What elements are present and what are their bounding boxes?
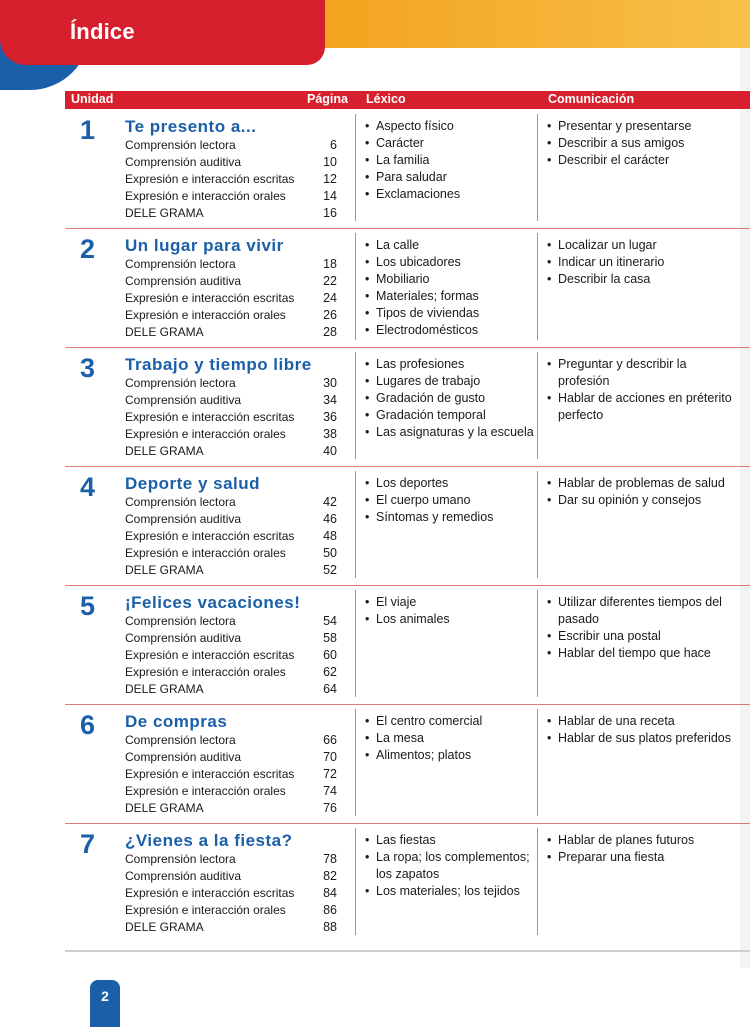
unit-number: 5 — [80, 591, 96, 621]
section-page-number: 58 — [323, 631, 337, 645]
section-page-number: 36 — [323, 410, 337, 424]
communication-list — [547, 475, 737, 509]
section-page-number: 82 — [323, 869, 337, 883]
communication-list — [547, 713, 737, 747]
lexicon-item: • Aspecto físico — [365, 118, 535, 135]
lexicon-item: • Carácter — [365, 135, 535, 152]
column-divider — [355, 828, 356, 935]
lexicon-list — [365, 594, 535, 628]
section-label[interactable]: DELE GRAMA — [125, 920, 204, 934]
section-page-number: 84 — [323, 886, 337, 900]
lexicon-item: • Materiales; formas — [365, 288, 535, 305]
unit-title[interactable]: Un lugar para vivir — [125, 236, 284, 255]
section-page-number: 52 — [323, 563, 337, 577]
lexicon-item: • Los animales — [365, 611, 535, 628]
lexicon-list — [365, 475, 535, 526]
lexicon-item: • Mobiliario — [365, 271, 535, 288]
section-page-number: 50 — [323, 546, 337, 560]
column-divider — [537, 352, 538, 459]
section-label[interactable]: DELE GRAMA — [125, 325, 204, 339]
unit-row — [65, 350, 750, 469]
lexicon-list — [365, 356, 535, 441]
section-label[interactable]: Expresión e interacción orales — [125, 308, 286, 322]
unit-number: 2 — [80, 234, 96, 264]
section-page-number: 34 — [323, 393, 337, 407]
row-divider — [65, 228, 750, 229]
section-label[interactable]: Comprensión auditiva — [125, 155, 242, 169]
column-divider — [355, 709, 356, 816]
lexicon-item: • La mesa — [365, 730, 535, 747]
communication-list — [547, 832, 737, 866]
lexicon-item: • La familia — [365, 152, 535, 169]
column-divider — [355, 114, 356, 221]
section-page-number: 72 — [323, 767, 337, 781]
lexicon-item: • Alimentos; platos — [365, 747, 535, 764]
unit-row — [65, 826, 750, 945]
unit-number: 4 — [80, 472, 96, 502]
section-page-number: 6 — [330, 138, 337, 152]
communication-item: • Describir a sus amigos — [547, 135, 737, 152]
column-divider — [355, 471, 356, 578]
section-label[interactable]: Expresión e interacción orales — [125, 784, 286, 798]
lexicon-item: • Exclamaciones — [365, 186, 535, 203]
page-number-tab: 2 — [90, 980, 120, 1027]
unit-title[interactable]: ¿Vienes a la fiesta? — [125, 831, 293, 850]
column-header-bar — [65, 91, 750, 109]
unit-title[interactable]: De compras — [125, 712, 228, 731]
column-header-page: Página — [307, 92, 348, 106]
lexicon-item: • Las asignaturas y la escuela — [365, 424, 535, 441]
lexicon-item: • Lugares de trabajo — [365, 373, 535, 390]
section-page-number: 48 — [323, 529, 337, 543]
section-label[interactable]: Comprensión lectora — [125, 852, 236, 866]
unit-row — [65, 231, 750, 350]
unit-number: 7 — [80, 829, 96, 859]
section-label[interactable]: Comprensión auditiva — [125, 750, 242, 764]
section-page-number: 86 — [323, 903, 337, 917]
column-divider — [537, 590, 538, 697]
section-page-number: 74 — [323, 784, 337, 798]
row-divider — [65, 823, 750, 824]
section-label[interactable]: Expresión e interacción escritas — [125, 410, 295, 424]
section-label[interactable]: Expresión e interacción orales — [125, 546, 286, 560]
lexicon-item: • El centro comercial — [365, 713, 535, 730]
column-header-unit: Unidad — [71, 92, 114, 106]
section-label[interactable]: Expresión e interacción escritas — [125, 291, 295, 305]
section-page-number: 64 — [323, 682, 337, 696]
communication-item: • Utilizar diferentes tiempos del pasado — [547, 594, 737, 628]
lexicon-item: • Gradación de gusto — [365, 390, 535, 407]
communication-item: • Hablar de acciones en préterito perfecto — [547, 390, 737, 424]
lexicon-item: • Electrodomésticos — [365, 322, 535, 339]
communication-list — [547, 356, 737, 424]
lexicon-item: • Tipos de viviendas — [365, 305, 535, 322]
section-page-number: 26 — [323, 308, 337, 322]
section-page-number: 10 — [323, 155, 337, 169]
communication-item: • Hablar de sus platos preferidos — [547, 730, 737, 747]
section-page-number: 42 — [323, 495, 337, 509]
communication-item: • Hablar de planes futuros — [547, 832, 737, 849]
row-divider — [65, 347, 750, 348]
lexicon-item: • La ropa; los complementos; los zapatos — [365, 849, 535, 883]
lexicon-item: • Los materiales; los tejidos — [365, 883, 535, 900]
unit-title[interactable]: Trabajo y tiempo libre — [125, 355, 312, 374]
section-page-number: 18 — [323, 257, 337, 271]
communication-list — [547, 594, 737, 662]
communication-item: • Hablar de problemas de salud — [547, 475, 737, 492]
column-divider — [537, 471, 538, 578]
section-page-number: 40 — [323, 444, 337, 458]
communication-item: • Hablar de una receta — [547, 713, 737, 730]
section-page-number: 28 — [323, 325, 337, 339]
section-page-number: 22 — [323, 274, 337, 288]
section-label[interactable]: DELE GRAMA — [125, 682, 204, 696]
section-page-number: 12 — [323, 172, 337, 186]
communication-item: • Preparar una fiesta — [547, 849, 737, 866]
communication-item: • Hablar del tiempo que hace — [547, 645, 737, 662]
section-page-number: 76 — [323, 801, 337, 815]
column-divider — [537, 828, 538, 935]
column-divider — [355, 590, 356, 697]
communication-item: • Dar su opinión y consejos — [547, 492, 737, 509]
header-red-banner — [0, 0, 325, 65]
communication-item: • Describir la casa — [547, 271, 737, 288]
section-page-number: 24 — [323, 291, 337, 305]
lexicon-item: • El viaje — [365, 594, 535, 611]
section-label[interactable]: Expresión e interacción escritas — [125, 767, 295, 781]
unit-row — [65, 469, 750, 588]
lexicon-item: • Las fiestas — [365, 832, 535, 849]
section-label[interactable]: Comprensión auditiva — [125, 393, 242, 407]
unit-row — [65, 588, 750, 707]
section-label[interactable]: Comprensión lectora — [125, 733, 236, 747]
communication-item: • Preguntar y describir la profesión — [547, 356, 737, 390]
section-label[interactable]: Comprensión lectora — [125, 495, 236, 509]
row-divider — [65, 466, 750, 467]
section-label[interactable]: Expresión e interacción orales — [125, 427, 286, 441]
column-divider — [355, 233, 356, 340]
section-label[interactable]: Expresión e interacción orales — [125, 665, 286, 679]
unit-number: 3 — [80, 353, 96, 383]
section-page-number: 62 — [323, 665, 337, 679]
section-label[interactable]: DELE GRAMA — [125, 801, 204, 815]
column-header-communication: Comunicación — [548, 92, 635, 106]
lexicon-item: • Gradación temporal — [365, 407, 535, 424]
column-divider — [537, 709, 538, 816]
row-divider — [65, 585, 750, 586]
section-label[interactable]: Expresión e interacción escritas — [125, 886, 295, 900]
section-label[interactable]: Expresión e interacción escritas — [125, 172, 295, 186]
section-page-number: 88 — [323, 920, 337, 934]
lexicon-item: • Para saludar — [365, 169, 535, 186]
communication-item: • Describir el carácter — [547, 152, 737, 169]
lexicon-item: • Los ubicadores — [365, 254, 535, 271]
section-page-number: 38 — [323, 427, 337, 441]
lexicon-item: • La calle — [365, 237, 535, 254]
column-divider — [355, 352, 356, 459]
lexicon-item: • El cuerpo umano — [365, 492, 535, 509]
page-title: Índice — [70, 19, 135, 44]
unit-title[interactable]: Deporte y salud — [125, 474, 261, 493]
section-label[interactable]: Expresión e interacción orales — [125, 903, 286, 917]
lexicon-list — [365, 118, 535, 203]
section-page-number: 46 — [323, 512, 337, 526]
section-label[interactable]: Comprensión auditiva — [125, 274, 242, 288]
section-label[interactable]: DELE GRAMA — [125, 206, 204, 220]
lexicon-item: • Los deportes — [365, 475, 535, 492]
unit-number: 6 — [80, 710, 96, 740]
section-label[interactable]: Expresión e interacción escritas — [125, 529, 295, 543]
lexicon-list — [365, 832, 535, 900]
column-divider — [537, 233, 538, 340]
section-label[interactable]: Comprensión lectora — [125, 138, 236, 152]
section-page-number: 30 — [323, 376, 337, 390]
lexicon-item: • Síntomas y remedios — [365, 509, 535, 526]
communication-item: • Presentar y presentarse — [547, 118, 737, 135]
section-label[interactable]: Comprensión lectora — [125, 614, 236, 628]
section-label[interactable]: Comprensión lectora — [125, 376, 236, 390]
table-bottom-rule — [65, 950, 750, 952]
section-page-number: 14 — [323, 189, 337, 203]
section-page-number: 16 — [323, 206, 337, 220]
unit-number: 1 — [80, 115, 96, 145]
section-page-number: 66 — [323, 733, 337, 747]
column-divider — [537, 114, 538, 221]
unit-row — [65, 707, 750, 826]
header-orange-gradient — [300, 0, 750, 48]
section-page-number: 54 — [323, 614, 337, 628]
lexicon-list — [365, 713, 535, 764]
lexicon-item: • Las profesiones — [365, 356, 535, 373]
section-label[interactable]: Comprensión auditiva — [125, 869, 242, 883]
column-header-lexicon: Léxico — [366, 92, 406, 106]
section-label[interactable]: Expresión e interacción escritas — [125, 648, 295, 662]
communication-item: • Localizar un lugar — [547, 237, 737, 254]
section-page-number: 70 — [323, 750, 337, 764]
section-label[interactable]: DELE GRAMA — [125, 563, 204, 577]
section-label[interactable]: Comprensión lectora — [125, 257, 236, 271]
communication-item: • Escribir una postal — [547, 628, 737, 645]
section-label[interactable]: Comprensión auditiva — [125, 512, 242, 526]
section-page-number: 60 — [323, 648, 337, 662]
unit-title[interactable]: ¡Felices vacaciones! — [125, 593, 301, 612]
unit-row — [65, 112, 750, 231]
communication-list — [547, 118, 737, 169]
section-page-number: 78 — [323, 852, 337, 866]
section-label[interactable]: Expresión e interacción orales — [125, 189, 286, 203]
lexicon-list — [365, 237, 535, 339]
row-divider — [65, 704, 750, 705]
section-label[interactable]: Comprensión auditiva — [125, 631, 242, 645]
communication-list — [547, 237, 737, 288]
section-label[interactable]: DELE GRAMA — [125, 444, 204, 458]
unit-title[interactable]: Te presento a... — [125, 117, 257, 136]
communication-item: • Indicar un itinerario — [547, 254, 737, 271]
